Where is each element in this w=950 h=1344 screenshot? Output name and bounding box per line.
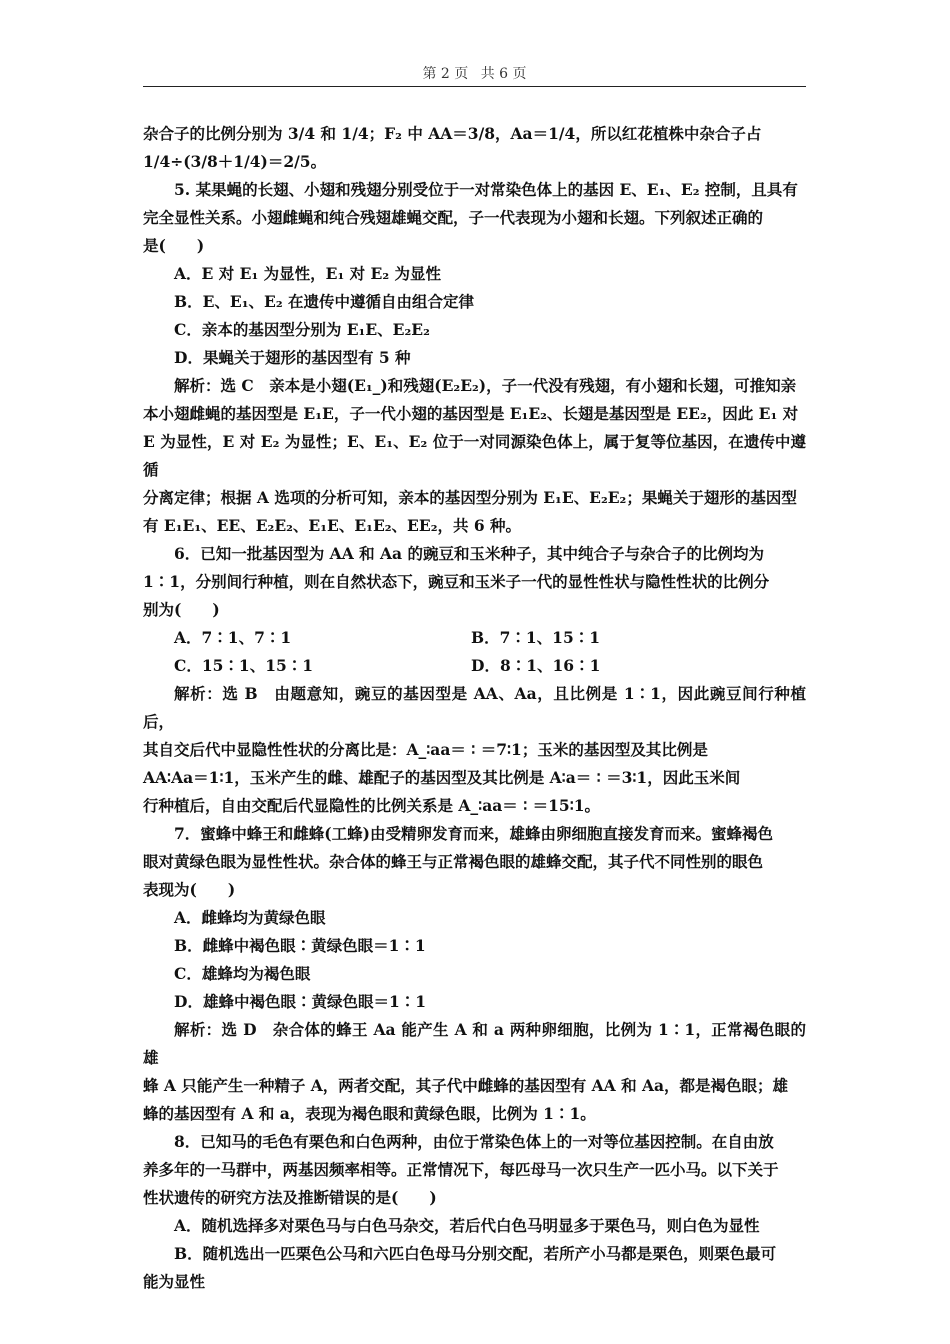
- q7-answer: 蜂的基因型有 A 和 a，表现为褐色眼和黄绿色眼，比例为 1∶1。: [143, 1104, 596, 1123]
- q5-option-c: C．亲本的基因型分别为 E₁E、E₂E₂: [174, 320, 430, 339]
- q6-option-d: D．8∶1、16∶1: [471, 656, 601, 675]
- q8-option-b: B．随机选出一匹栗色公马和六匹白色母马分别交配，若所产小马都是栗色，则栗色最可: [174, 1244, 777, 1263]
- q6-answer: AA∶Aa＝1∶1，玉米产生的雌、雄配子的基因型及其比例是 A∶a＝ ∶ ＝3∶1，因此玉米间: [143, 768, 741, 787]
- q7-answer: 蜂 A 只能产生一种精子 A，两者交配，其子代中雌蜂的基因型有 AA 和 Aa，都是褐色眼；雄: [143, 1076, 789, 1095]
- document-body: [143, 120, 806, 1296]
- q6-options-row: [143, 652, 806, 680]
- intro-line: 1/4÷(3/8＋1/4)＝2/5。: [143, 152, 327, 171]
- q6-answer: 其自交后代中显隐性性状的分离比是：A_∶aa＝ ∶ ＝7∶1；玉米的基因型及其比例是: [143, 740, 708, 759]
- q7-answer: 解析：选 D 杂合体的蜂王 Aa 能产生 A 和 a 两种卵细胞，比例为 1∶1，正常褐色眼的雄: [143, 1020, 806, 1067]
- q5-answer: 分离定律；根据 A 选项的分析可知，亲本的基因型分别为 E₁E、E₂E₂；果蝇关于翅形的基因型: [143, 488, 797, 507]
- q6-option-b: B．7∶1、15∶1: [471, 628, 601, 647]
- intro-line: 杂合子的比例分别为 3/4 和 1/4；F₂ 中 AA＝3/8，Aa＝1/4，所以红花植株中杂合子占: [143, 124, 762, 143]
- q8-option-a: A．随机选择多对栗色马与白色马杂交，若后代白色马明显多于栗色马，则白色为显性: [174, 1216, 760, 1235]
- q6-stem: 1∶1，分别间行种植，则在自然状态下，豌豆和玉米子一代的显性性状与隐性性状的比例分: [143, 572, 770, 591]
- q5-option-d: D．果蝇关于翅形的基因型有 5 种: [174, 348, 411, 367]
- q8-option-b: 能为显性: [143, 1272, 206, 1291]
- q6-answer: 解析：选 B 由题意知，豌豆的基因型是 AA、Aa，且比例是 1∶1，因此豌豆间行种植后，: [143, 684, 806, 731]
- q5-stem: 5. 某果蝇的长翅、小翅和残翅分别受位于一对常染色体上的基因 E、E₁、E₂ 控制，且具有: [174, 180, 798, 199]
- q5-answer: 有 E₁E₁、EE、E₂E₂、E₁E、E₁E₂、EE₂，共 6 种。: [143, 516, 522, 535]
- q7-stem: 眼对黄绿色眼为显性性状。杂合体的蜂王与正常褐色眼的雄蜂交配，其子代不同性别的眼色: [143, 852, 764, 871]
- q6-options-row: [143, 624, 806, 652]
- q6-option-a: A．7∶1、7∶1: [174, 628, 292, 647]
- q5-option-a: A．E 对 E₁ 为显性，E₁ 对 E₂ 为显性: [174, 264, 442, 283]
- q5-answer: 解析：选 C 亲本是小翅(E₁_)和残翅(E₂E₂)，子一代没有残翅，有小翅和长翅，可推知亲: [174, 376, 797, 395]
- q7-option-a: A．雌蜂均为黄绿色眼: [174, 908, 326, 927]
- q7-option-c: C．雄蜂均为褐色眼: [174, 964, 311, 983]
- q8-stem: 性状遗传的研究方法及推断错误的是( ): [143, 1188, 437, 1207]
- page-header: [143, 62, 806, 87]
- q7-stem: 表现为( ): [143, 880, 236, 899]
- q5-stem: 完全显性关系。小翅雌蝇和纯合残翅雄蝇交配，子一代表现为小翅和长翅。下列叙述正确的: [143, 208, 764, 227]
- q8-stem: 养多年的一马群中，两基因频率相等。正常情况下，每匹母马一次只生产一匹小马。以下关于: [143, 1160, 779, 1179]
- q7-stem: 7．蜜蜂中蜂王和雌蜂(工蜂)由受精卵发育而来，雄蜂由卵细胞直接发育而来。蜜蜂褐色: [174, 824, 773, 843]
- q7-option-d: D．雄蜂中褐色眼∶黄绿色眼＝1∶1: [174, 992, 427, 1011]
- q7-option-b: B．雌蜂中褐色眼∶黄绿色眼＝1∶1: [174, 936, 426, 955]
- page-total: 共 6 页: [480, 66, 527, 82]
- q5-answer: 本小翅雌蝇的基因型是 E₁E，子一代小翅的基因型是 E₁E₂、长翅是基因型是 EE₂，因此 E₁ 对: [143, 404, 799, 423]
- q8-stem: 8．已知马的毛色有栗色和白色两种，由位于常染色体上的一对等位基因控制。在自由放: [174, 1132, 774, 1151]
- q5-option-b: B．E、E₁、E₂ 在遗传中遵循自由组合定律: [174, 292, 475, 311]
- q6-stem: 6．已知一批基因型为 AA 和 Aa 的豌豆和玉米种子，其中纯合子与杂合子的比例均为: [174, 544, 764, 563]
- q5-answer: E 为显性，E 对 E₂ 为显性；E、E₁、E₂ 位于一对同源染色体上，属于复等位基因，在遗传中遵循: [143, 432, 806, 479]
- q5-stem: 是( ): [143, 236, 205, 255]
- q6-option-c: C．15∶1、15∶1: [174, 656, 314, 675]
- page-number: 第 2 页: [422, 66, 469, 82]
- q6-stem: 别为( ): [143, 600, 220, 619]
- q6-answer: 行种植后，自由交配后代显隐性的比例关系是 A_∶aa＝ ∶ ＝15∶1。: [143, 796, 601, 815]
